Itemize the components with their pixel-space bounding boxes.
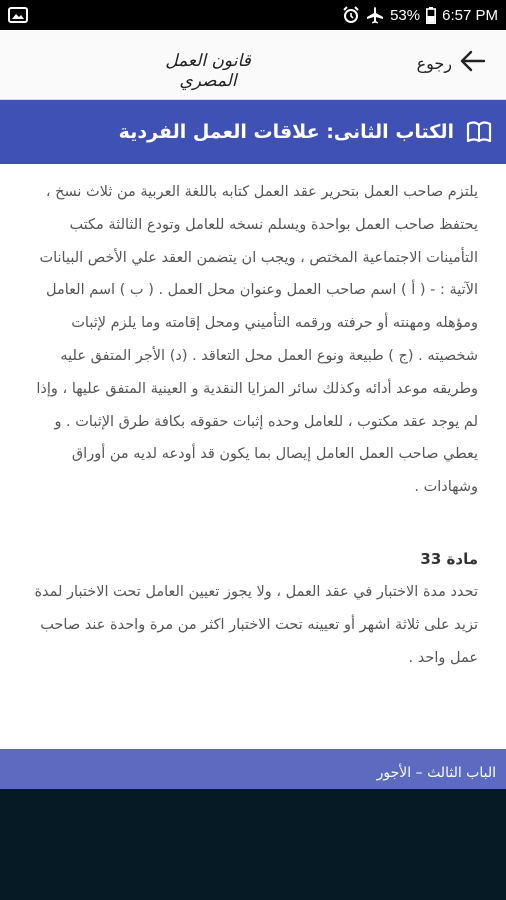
battery-icon <box>426 7 436 24</box>
status-bar <box>0 0 506 30</box>
app-title-logo: قانون العمل المصري <box>165 51 251 91</box>
back-label: رجوع <box>416 53 452 73</box>
back-button[interactable] <box>417 50 486 76</box>
alarm-icon <box>342 6 360 24</box>
article-paragraph: يلتزم صاحب العمل بتحرير عقد العمل كتابه باللغة العربية من ثلاث نسخ ، يحتفظ صاحب العمل بواحدة ويسلم نسخه للعامل وتودع الثالثة مكتب التأمينات الاجتماعية المختص ، ويجب ان يتضمن العقد علي الأخص البيانات الآتية : - ( أ ) اسم صاحب العمل وعنوان محل العمل . ( ب ) اسم العامل ومؤهله ومهنته أو حرفته ورقمه التأميني ومحل إقامته وما يلزم لإثبات شخصيته . (ج ) طبيعة ونوع العمل محل التعاقد . (د) الأجر المتفق عليه وطريقه موعد أدائه وكذلك سائر المزايا النقدية و العينية المتفق عليها ، وإذا لم يوجد عقد مكتوب ، للعامل وحده إثبات حقوقه بكافة طرق الإثبات . و يعطي صاحب العمل العامل إيصال بما يكون قد أودعه لديه من أوراق وشهادات . <box>36 184 478 496</box>
article-paragraph: تحدد مدة الاختبار في عقد العمل ، ولا يجوز تعيين العامل تحت الاختبار لمدة تزيد على ثلاثة اشهر أو تعيينه تحت الاختبار اكثر من مرة واحدة عند صاحب عمل واحد . <box>34 583 478 666</box>
article-title: مادة 33 <box>420 549 478 568</box>
chapter-header <box>0 100 506 164</box>
book-icon <box>466 119 492 145</box>
clock: 6:57 PM <box>442 6 498 24</box>
battery-level: 53% <box>390 6 421 24</box>
next-section-label: الباب الثالث – الأجور <box>376 765 496 781</box>
image-icon <box>8 7 28 23</box>
back-arrow-icon <box>460 50 486 76</box>
chapter-title: الكتاب الثانى: علاقات العمل الفردية <box>118 121 454 143</box>
next-section-button[interactable] <box>0 749 506 789</box>
airplane-mode-icon <box>366 6 384 24</box>
bottom-area <box>0 789 506 900</box>
app-bar <box>0 30 506 100</box>
article-content <box>0 176 506 674</box>
